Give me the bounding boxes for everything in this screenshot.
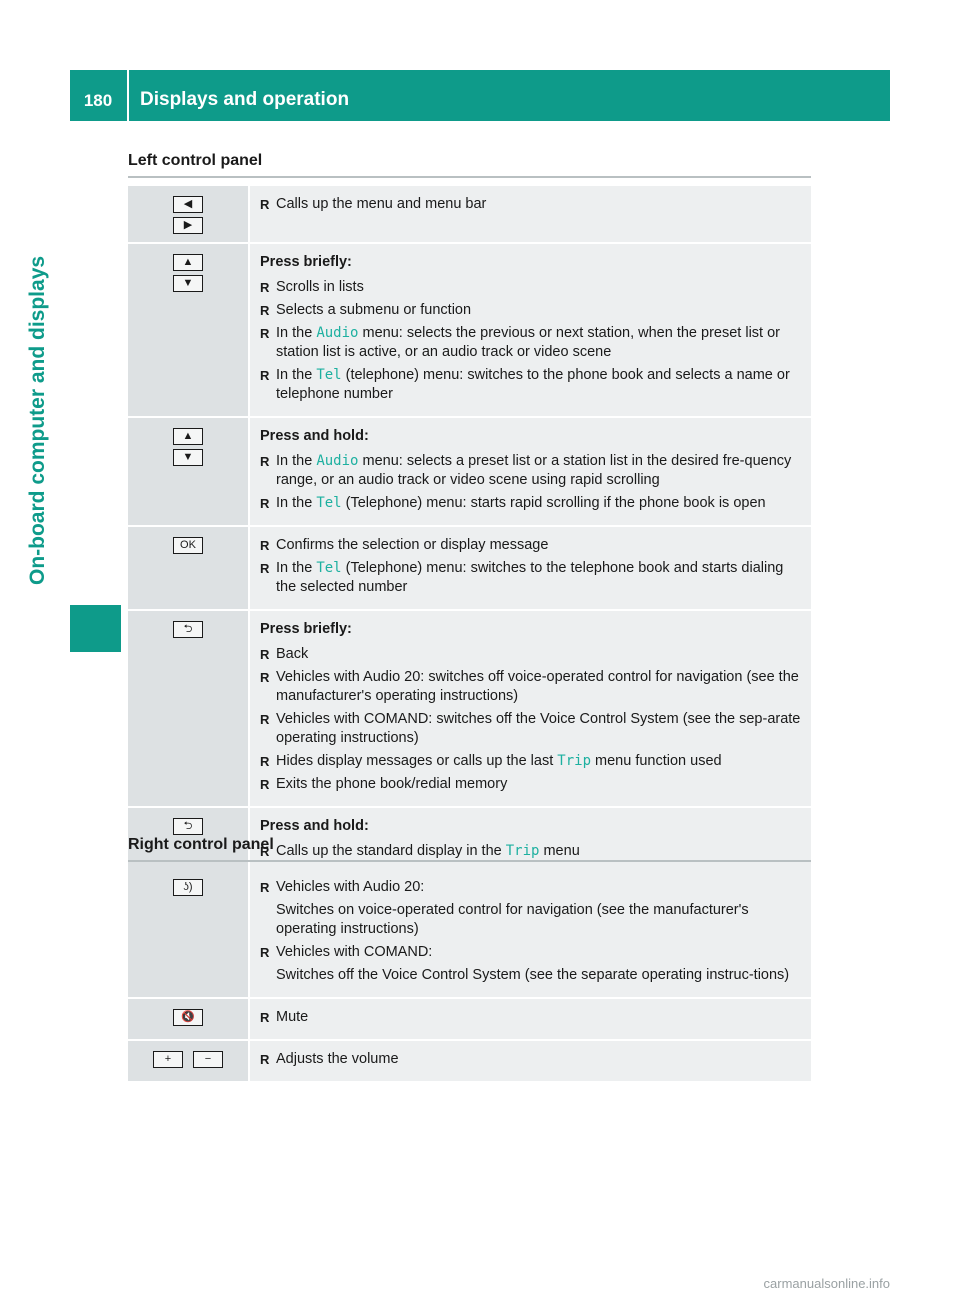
table-row: [128, 869, 811, 999]
chapter-marker-block: [70, 605, 121, 652]
bullet-item: R Selects a submenu or function: [260, 301, 801, 320]
table-row: [128, 999, 811, 1041]
table-row: [128, 244, 811, 418]
chapter-side-tab: On-board computer and displays: [26, 255, 49, 585]
row-subtitle: Press briefly:: [260, 254, 352, 270]
bullet-list: [260, 645, 801, 794]
bullet-item: R In the Tel (Telephone) menu: switches to the telephone book and starts dialing the selected number: [260, 559, 801, 597]
control-key-icon: ▲: [173, 428, 203, 445]
header-divider: [127, 70, 129, 121]
bullet-list: [260, 452, 801, 513]
bullet-item: R Calls up the menu and menu bar: [260, 195, 801, 214]
control-key-icon: 🔇: [173, 1009, 203, 1026]
menu-name: Audio: [316, 453, 359, 469]
table-row: [128, 527, 811, 611]
page-header: [70, 70, 890, 121]
key-cell: [128, 186, 250, 242]
bullet-item: R Scrolls in lists: [260, 278, 801, 297]
control-key-icon: ▲: [173, 254, 203, 271]
bullet-list: [260, 1050, 801, 1069]
description-cell: [250, 999, 811, 1039]
control-key-icon: ▼: [173, 449, 203, 466]
control-key-icon: ▼: [173, 275, 203, 292]
item-detail: Switches on voice-operated control for navigation (see the manufacturer's operating instructions): [276, 902, 749, 937]
control-key-icon: ▶: [173, 217, 203, 234]
bullet-item: R In the Audio menu: selects the previous or next station, when the preset list or station list is active, or an audio track or video scene: [260, 324, 801, 362]
control-key-icon: ◀: [173, 196, 203, 213]
left-panel-table: [128, 186, 811, 875]
menu-name: Audio: [316, 325, 359, 341]
bullet-item: R In the Tel (telephone) menu: switches to the phone book and selects a name or telephone number: [260, 366, 801, 404]
page-title: Displays and operation: [140, 89, 350, 110]
key-cell: [128, 869, 250, 997]
bullet-item: R Mute: [260, 1008, 801, 1027]
bullet-list: [260, 536, 801, 597]
page-number: 180: [83, 91, 113, 110]
bullet-item: R Vehicles with COMAND:: [260, 943, 801, 962]
key-cell: [128, 418, 250, 525]
description-cell: [250, 869, 811, 997]
key-cell: [128, 611, 250, 806]
control-key-icon: −: [193, 1051, 223, 1068]
key-cell: [128, 527, 250, 609]
control-key-icon: OK: [173, 537, 203, 554]
left-panel-heading: Left control panel: [128, 152, 811, 178]
row-subtitle: Press and hold:: [260, 818, 369, 834]
row-subtitle: Press and hold:: [260, 428, 369, 444]
description-cell: [250, 1041, 811, 1081]
control-key-icon: ⮌: [173, 621, 203, 638]
item-detail: Switches off the Voice Control System (see the separate operating instruc-tions): [276, 967, 790, 983]
bullet-list: [260, 195, 801, 214]
bullet-item: R Adjusts the volume: [260, 1050, 801, 1069]
bullet-item: R Exits the phone book/redial memory: [260, 775, 801, 794]
right-panel-heading: Right control panel: [128, 836, 811, 862]
description-cell: [250, 611, 811, 806]
control-key-icon: ʖ): [173, 879, 203, 896]
control-key-icon: +: [153, 1051, 183, 1068]
table-row: [128, 611, 811, 808]
bullet-item: R In the Audio menu: selects a preset list or a station list in the desired fre-quency range, or an audio track or video scene using rapid scrolling: [260, 452, 801, 490]
control-key-icon: ⮌: [173, 818, 203, 835]
bullet-item: R Hides display messages or calls up the last Trip menu function used: [260, 752, 801, 771]
bullet-list: [260, 1008, 801, 1027]
bullet-list: [260, 278, 801, 404]
table-row: [128, 186, 811, 244]
key-cell: [128, 1041, 250, 1081]
bullet-item: R Vehicles with Audio 20:: [260, 878, 801, 897]
table-row: [128, 1041, 811, 1083]
bullet-item: R Back: [260, 645, 801, 664]
menu-name: Trip: [557, 753, 591, 769]
key-cell: [128, 999, 250, 1039]
description-cell: [250, 527, 811, 609]
menu-name: Trip: [505, 843, 540, 859]
menu-name: Tel: [316, 495, 342, 511]
footer-watermark: carmanualsonline.info: [763, 1276, 890, 1291]
bullet-item: R Confirms the selection or display message: [260, 536, 801, 555]
right-panel-table: [128, 869, 811, 1083]
bullet-item: R In the Tel (Telephone) menu: starts rapid scrolling if the phone book is open: [260, 494, 801, 513]
bullet-item: R Vehicles with Audio 20: switches off voice-operated control for navigation (see the manufacturer's operating instructions): [260, 668, 801, 706]
key-group: [153, 1051, 223, 1068]
menu-name: Tel: [316, 560, 342, 576]
description-cell: [250, 186, 811, 242]
bullet-item: R Vehicles with COMAND: switches off the Voice Control System (see the sep-arate operating instructions): [260, 710, 801, 748]
table-row: [128, 418, 811, 527]
bullet-item: R Calls up the standard display in the Trip menu: [260, 842, 801, 861]
menu-name: Tel: [316, 367, 342, 383]
row-subtitle: Press briefly:: [260, 621, 352, 637]
key-cell: [128, 244, 250, 416]
bullet-list: [260, 878, 801, 985]
description-cell: [250, 244, 811, 416]
description-cell: [250, 418, 811, 525]
